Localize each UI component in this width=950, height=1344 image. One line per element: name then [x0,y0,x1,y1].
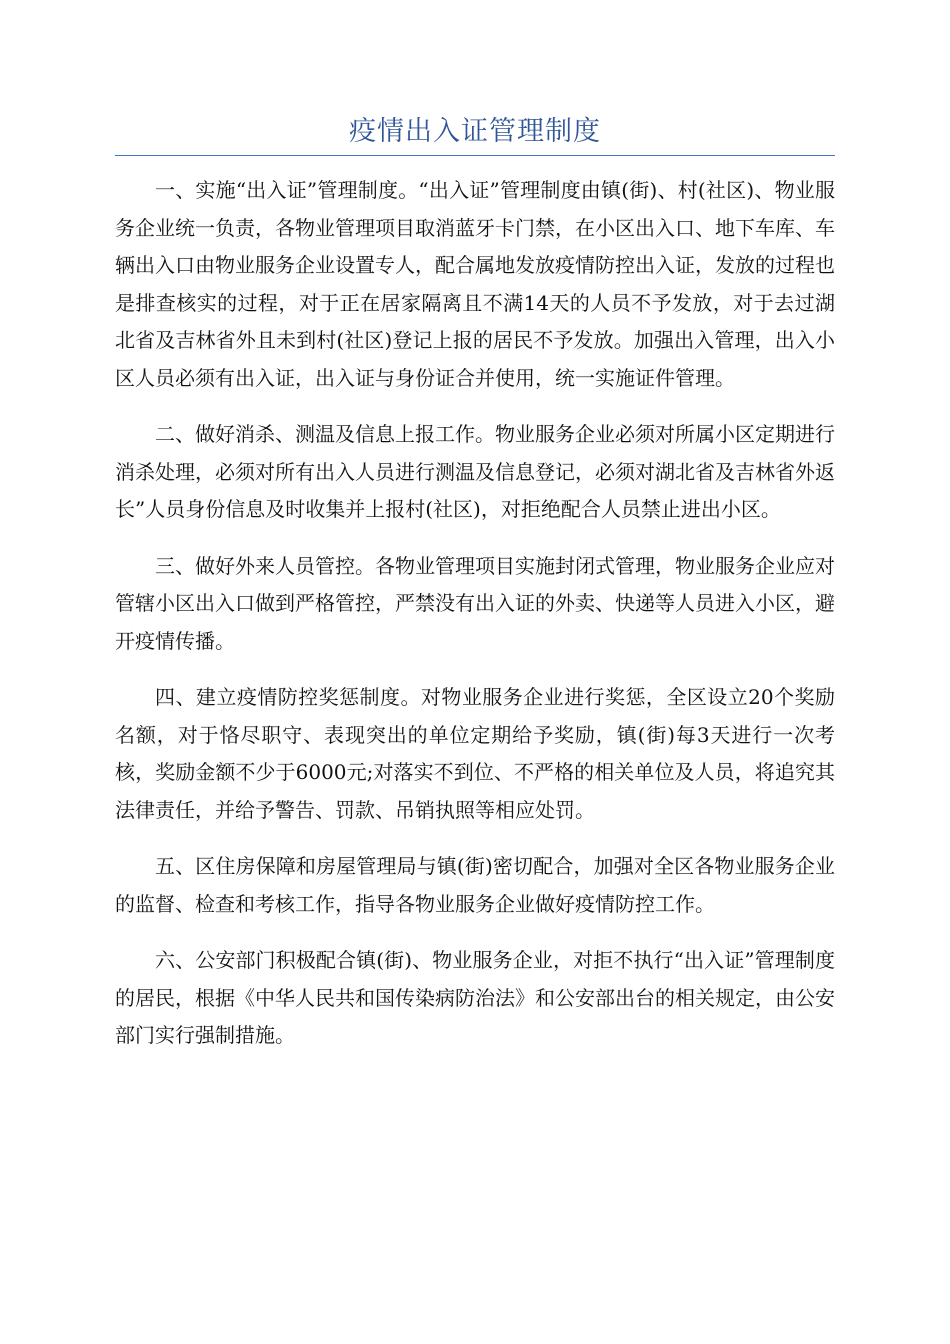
paragraph-6: 六、公安部门积极配合镇(街)、物业服务企业，对拒不执行“出入证”管理制度的居民，根据《中华人民共和国传染病防治法》和公安部出台的相关规定，由公安部门实行强制措施。 [115,948,835,1047]
paragraph-3: 三、做好外来人员管控。各物业管理项目实施封闭式管理，物业服务企业应对管辖小区出入口做到严格管控，严禁没有出入证的外卖、快递等人员进入小区，避开疫情传播。 [115,553,835,653]
document-title: 疫情出入证管理制度 [349,116,601,147]
document-body [115,172,835,1074]
paragraph-4: 四、建立疫情防控奖惩制度。对物业服务企业进行奖惩，全区设立20个奖励名额，对于恪尽职守、表现突出的单位定期给予奖励，镇(街)每3天进行一次考核，奖励金额不少于6000元;对落实不到位、不严格的相关单位及人员，将追究其法律责任，并给予警告、罚款、吊销执照等相应处罚。 [115,685,835,822]
paragraph-5: 五、区住房保障和房屋管理局与镇(街)密切配合，加强对全区各物业服务企业的监督、检查和考核工作，指导各物业服务企业做好疫情防控工作。 [115,854,835,916]
paragraph-2: 二、做好消杀、测温及信息上报工作。物业服务企业必须对所属小区定期进行消杀处理，必须对所有出入人员进行测温及信息登记，必须对湖北省及吉林省外返长”人员身份信息及时收集并上报村(社区)，对拒绝配合人员禁止进出小区。 [115,422,835,521]
paragraph-1: 一、实施“出入证”管理制度。“出入证”管理制度由镇(街)、村(社区)、物业服务企业统一负责，各物业管理项目取消蓝牙卡门禁，在小区出入口、地下车库、车辆出入口由物业服务企业设置专人，配合属地发放疫情防控出入证，发放的过程也是排查核实的过程，对于正在居家隔离且不满14天的人员不予发放，对于去过湖北省及吉林省外且未到村(社区)登记上报的居民不予发放。加强出入管理，出入小区人员必须有出入证，出入证与身份证合并使用，统一实施证件管理。 [115,178,835,390]
title-underline [115,155,835,156]
